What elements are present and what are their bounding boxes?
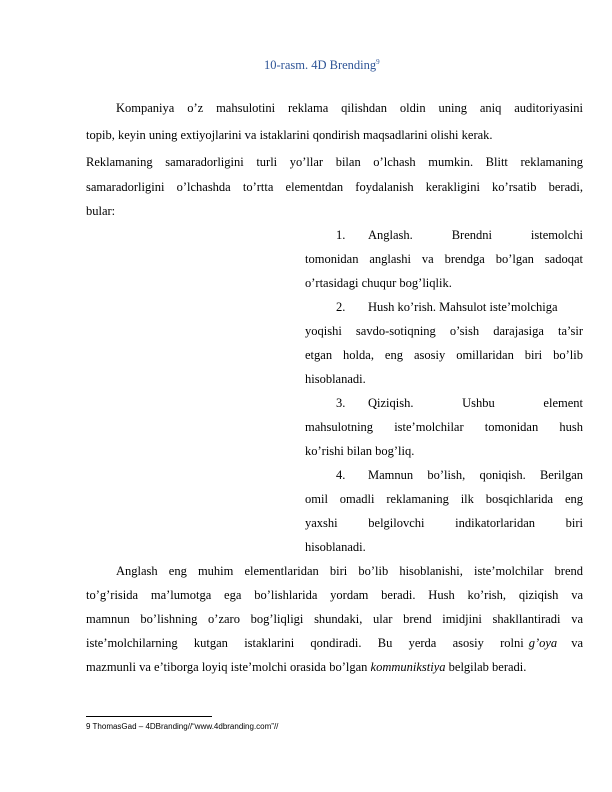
list-item-line: omil omadli reklamaning ilk bosqichlarida eng (305, 492, 583, 506)
list-item-number: 1. (336, 228, 346, 242)
list-item-number: 4. (336, 468, 346, 482)
text-segment: iste’molchilarning kutgan istaklarini qondiradi. Bu yerda asosiy rolni (86, 636, 524, 650)
list-item-line: mahsulotning iste’molchilar tomonidan hush (305, 420, 583, 434)
list-item-number: 3. (336, 396, 346, 410)
list-item-line: o’rtasidagi chuqur bog’liqlik. (305, 276, 452, 290)
caption-text: 10-rasm. 4D Brending (264, 58, 377, 72)
footnote (86, 722, 278, 731)
list-item-line: etgan holda, eng asosiy omillaridan biri bo’lib (305, 348, 583, 362)
text-segment: va (571, 636, 583, 650)
paragraph-3-line-2: to’g’risida ma’lumotga ega bo’lishlarida yordam beradi. Hush ko’rish, qiziqish va (86, 588, 583, 602)
list-item-line: Anglash. Brendni istemolchi (368, 228, 583, 242)
paragraph-3-line-5 (86, 660, 526, 675)
list-item-number: 2. (336, 300, 346, 314)
footnote-separator (86, 716, 212, 717)
paragraph-2-line-3: bular: (86, 204, 116, 218)
paragraph-1-line-2: topib, keyin uning extiyojlarini va istaklarini qondirish maqsadlarini olishi kerak. (86, 128, 493, 142)
paragraph-2-line-2: samaradorligini o’lchashda to’rtta elementdan foydalanish kerakligini ko’rsatib beradi, (86, 180, 583, 194)
list-item-line: hisoblanadi. (305, 540, 366, 554)
text-segment: belgilab beradi. (448, 660, 527, 674)
list-item-line: Hush ko’rish. Mahsulot iste’molchiga (368, 300, 558, 314)
text-segment: mazmunli va e’tiborga loyiq iste’molchi orasida bo’lgan (86, 660, 368, 674)
list-item-line: Qiziqish. Ushbu element (368, 396, 583, 410)
paragraph-3-line-3: mamnun bo’lishning o’zaro bog’liqligi shundaki, ular brend imidjini shakllantiradi va (86, 612, 583, 626)
paragraph-3-line-1: Anglash eng muhim elementlaridan biri bo’lib hisoblanishi, iste’molchilar brend (116, 564, 583, 578)
list-item-line: yaxshi belgilovchi indikatorlaridan biri (305, 516, 583, 530)
list-item-line: ko’rishi bilan bog’liq. (305, 444, 415, 458)
emphasis-communication: kommunikstiya (370, 660, 446, 674)
list-item-line: yoqishi savdo-sotiqning o’sish darajasiga ta’sir (305, 324, 583, 338)
footnote-number: 9 (86, 722, 91, 731)
list-item-line: Mamnun bo’lish, qoniqish. Berilgan (368, 468, 583, 482)
paragraph-2-line-1: Reklamaning samaradorligini turli yo’llar bilan o’lchash mumkin. Blitt reklamaning (86, 155, 583, 169)
caption-footnote-ref: 9 (376, 57, 380, 66)
paragraph-1-line-1: Kompaniya o’z mahsulotini reklama qilishdan oldin uning aniq auditoriyasini (116, 101, 583, 115)
paragraph-3-line-4 (86, 636, 583, 651)
list-item-line: tomonidan anglashi va brendga bo’lgan sadoqat (305, 252, 583, 266)
emphasis-idea: g’oya (528, 636, 558, 650)
figure-caption (264, 58, 380, 73)
list-item-line: hisoblanadi. (305, 372, 366, 386)
footnote-text: ThomasGad – 4DBranding//“www.4dbranding.com”// (92, 722, 279, 731)
